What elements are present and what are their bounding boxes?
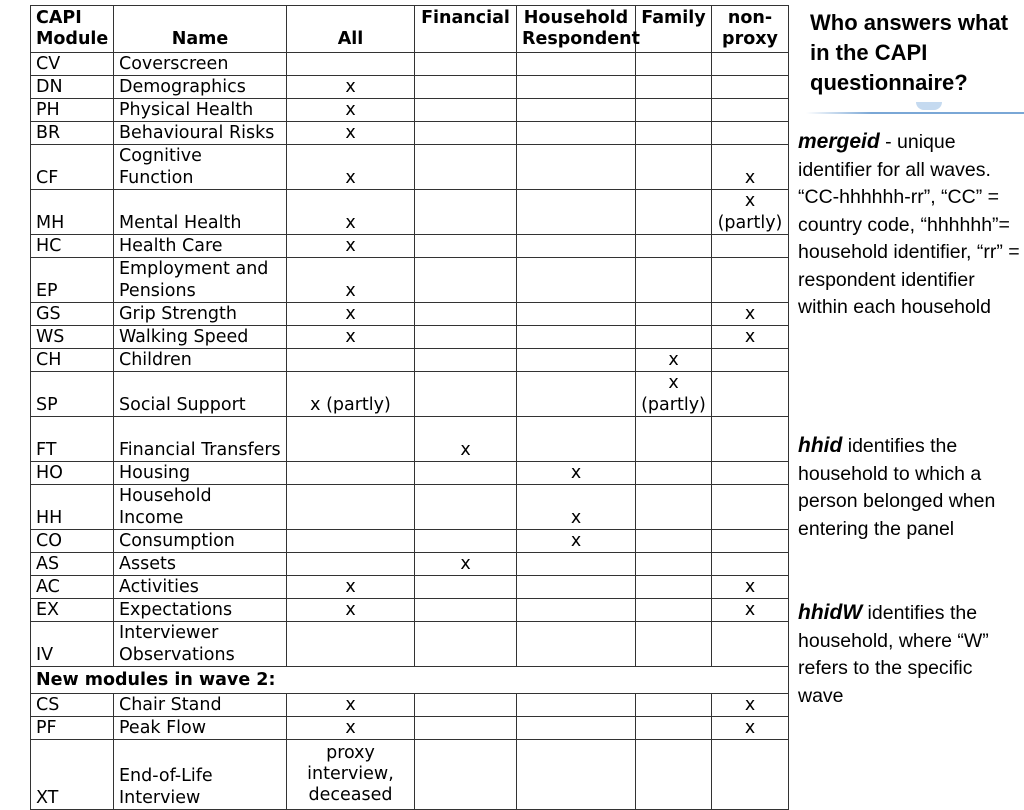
header-nonproxy: non-proxy xyxy=(712,6,789,53)
cell-household xyxy=(517,417,636,462)
cell-nonproxy xyxy=(712,258,789,303)
cell-all xyxy=(287,553,415,576)
cell-all xyxy=(287,485,415,530)
cell-all xyxy=(287,349,415,372)
note-text: identifies the household to which a person belonged when entering the panel xyxy=(798,435,996,540)
cell-household xyxy=(517,372,636,417)
cell-all xyxy=(287,462,415,485)
cell-family xyxy=(636,76,712,99)
cell-code: DN xyxy=(31,76,114,99)
cell-financial xyxy=(415,372,517,417)
cell-household xyxy=(517,576,636,599)
cell-household xyxy=(517,76,636,99)
cell-financial xyxy=(415,122,517,145)
cell-name: Children xyxy=(114,349,287,372)
cell-nonproxy xyxy=(712,76,789,99)
cell-all: x xyxy=(287,576,415,599)
cell-family xyxy=(636,553,712,576)
table-row xyxy=(31,190,789,235)
cell-financial xyxy=(415,576,517,599)
cell-name: Physical Health xyxy=(114,99,287,122)
cell-financial xyxy=(415,622,517,667)
cell-all: x xyxy=(287,694,415,717)
cell-nonproxy: x xyxy=(712,145,789,190)
cell-all: x xyxy=(287,190,415,235)
header-financial: Financial xyxy=(415,6,517,53)
table-row xyxy=(31,599,789,622)
section-row xyxy=(31,667,789,694)
cell-code: CO xyxy=(31,530,114,553)
table-row xyxy=(31,235,789,258)
cell-all: x xyxy=(287,717,415,740)
table-row xyxy=(31,622,789,667)
cell-financial xyxy=(415,326,517,349)
cell-family xyxy=(636,740,712,810)
wave2-section xyxy=(31,667,789,694)
cell-name: End-of-Life Interview xyxy=(114,740,287,810)
cell-code: SP xyxy=(31,372,114,417)
table-header-row xyxy=(31,6,789,53)
table-row xyxy=(31,485,789,530)
cell-all: x xyxy=(287,303,415,326)
cell-family: x (partly) xyxy=(636,372,712,417)
cell-nonproxy xyxy=(712,122,789,145)
cell-nonproxy xyxy=(712,417,789,462)
cell-nonproxy xyxy=(712,485,789,530)
cell-financial xyxy=(415,717,517,740)
cell-name: Expectations xyxy=(114,599,287,622)
cell-nonproxy: x xyxy=(712,303,789,326)
table-row xyxy=(31,99,789,122)
cell-code: GS xyxy=(31,303,114,326)
cell-nonproxy xyxy=(712,530,789,553)
cell-name: Mental Health xyxy=(114,190,287,235)
cell-household: x xyxy=(517,530,636,553)
cell-all: x xyxy=(287,235,415,258)
cell-all xyxy=(287,530,415,553)
cell-financial xyxy=(415,99,517,122)
cell-family: x xyxy=(636,349,712,372)
cell-household xyxy=(517,740,636,810)
table-row xyxy=(31,258,789,303)
cell-code: CS xyxy=(31,694,114,717)
note-hhidw xyxy=(798,599,1023,710)
modules-table-container xyxy=(30,5,790,810)
cell-financial xyxy=(415,740,517,810)
cell-all: x xyxy=(287,599,415,622)
cell-name: Walking Speed xyxy=(114,326,287,349)
table-body xyxy=(31,53,789,667)
heading-decoration xyxy=(916,102,942,110)
cell-family xyxy=(636,576,712,599)
cell-code: CH xyxy=(31,349,114,372)
note-text: identifies the household, where “W” refers to the specific wave xyxy=(798,602,989,707)
cell-financial xyxy=(415,258,517,303)
cell-family xyxy=(636,417,712,462)
cell-financial xyxy=(415,53,517,76)
wave2-table-body xyxy=(31,694,789,810)
cell-name: Demographics xyxy=(114,76,287,99)
cell-nonproxy xyxy=(712,53,789,76)
cell-family xyxy=(636,258,712,303)
note-term: mergeid xyxy=(798,130,880,153)
cell-code: IV xyxy=(31,622,114,667)
cell-household xyxy=(517,694,636,717)
cell-name: Social Support xyxy=(114,372,287,417)
cell-code: BR xyxy=(31,122,114,145)
cell-family xyxy=(636,99,712,122)
capi-modules-table xyxy=(30,5,789,810)
cell-nonproxy xyxy=(712,462,789,485)
panel-heading: Who answers what in the CAPI questionnaire? xyxy=(810,10,1009,95)
cell-code: HH xyxy=(31,485,114,530)
cell-name: Coverscreen xyxy=(114,53,287,76)
table-row xyxy=(31,145,789,190)
cell-nonproxy: x xyxy=(712,717,789,740)
cell-code: PH xyxy=(31,99,114,122)
cell-nonproxy xyxy=(712,622,789,667)
cell-household xyxy=(517,190,636,235)
cell-code: PF xyxy=(31,717,114,740)
cell-family xyxy=(636,235,712,258)
table-row xyxy=(31,553,789,576)
cell-family xyxy=(636,530,712,553)
cell-family xyxy=(636,462,712,485)
cell-nonproxy xyxy=(712,740,789,810)
header-all: All xyxy=(287,6,415,53)
cell-all: x xyxy=(287,99,415,122)
cell-household xyxy=(517,622,636,667)
cell-all: x xyxy=(287,76,415,99)
cell-family xyxy=(636,717,712,740)
cell-nonproxy xyxy=(712,349,789,372)
heading-divider xyxy=(806,112,1024,114)
cell-nonproxy xyxy=(712,99,789,122)
cell-family xyxy=(636,145,712,190)
cell-name: Employment and Pensions xyxy=(114,258,287,303)
cell-all: x xyxy=(287,122,415,145)
table-row xyxy=(31,530,789,553)
cell-name: Household Income xyxy=(114,485,287,530)
header-household: Household Respondent xyxy=(517,6,636,53)
cell-name: Peak Flow xyxy=(114,717,287,740)
header-name: Name xyxy=(114,6,287,53)
table-row xyxy=(31,576,789,599)
cell-name: Health Care xyxy=(114,235,287,258)
header-family: Family xyxy=(636,6,712,53)
cell-code: AS xyxy=(31,553,114,576)
note-hhid xyxy=(798,432,1023,543)
table-row xyxy=(31,717,789,740)
note-text: - unique identifier for all waves. “CC-hhhhhh-rr”, “CC” = country code, “hhhhhh”= household identifier, “rr” = respondent identifier within each household xyxy=(798,131,1020,318)
cell-nonproxy: x xyxy=(712,576,789,599)
table-row xyxy=(31,417,789,462)
table-row xyxy=(31,372,789,417)
cell-all xyxy=(287,622,415,667)
cell-name: Housing xyxy=(114,462,287,485)
cell-financial xyxy=(415,190,517,235)
cell-family xyxy=(636,190,712,235)
cell-financial xyxy=(415,235,517,258)
cell-nonproxy: x (partly) xyxy=(712,190,789,235)
cell-nonproxy: x xyxy=(712,599,789,622)
cell-financial xyxy=(415,303,517,326)
cell-financial xyxy=(415,76,517,99)
cell-financial xyxy=(415,145,517,190)
cell-family xyxy=(636,485,712,530)
cell-nonproxy: x xyxy=(712,326,789,349)
cell-household xyxy=(517,145,636,190)
cell-code: EX xyxy=(31,599,114,622)
cell-all xyxy=(287,417,415,462)
cell-family xyxy=(636,122,712,145)
cell-financial xyxy=(415,530,517,553)
cell-name: Interviewer Observations xyxy=(114,622,287,667)
table-row xyxy=(31,462,789,485)
cell-name: Behavioural Risks xyxy=(114,122,287,145)
cell-name: Activities xyxy=(114,576,287,599)
cell-financial xyxy=(415,485,517,530)
table-row xyxy=(31,76,789,99)
note-term: hhidW xyxy=(798,601,863,624)
cell-financial xyxy=(415,462,517,485)
cell-family xyxy=(636,326,712,349)
table-row xyxy=(31,349,789,372)
cell-all: x xyxy=(287,258,415,303)
cell-all: x xyxy=(287,145,415,190)
table-row xyxy=(31,740,789,810)
cell-code: HC xyxy=(31,235,114,258)
cell-financial xyxy=(415,599,517,622)
cell-code: MH xyxy=(31,190,114,235)
cell-code: HO xyxy=(31,462,114,485)
cell-financial xyxy=(415,349,517,372)
cell-financial: x xyxy=(415,417,517,462)
table-row xyxy=(31,694,789,717)
header-module: CAPI Module xyxy=(31,6,114,53)
cell-all: x xyxy=(287,326,415,349)
table-row xyxy=(31,122,789,145)
cell-code: CF xyxy=(31,145,114,190)
cell-household xyxy=(517,717,636,740)
cell-family xyxy=(636,303,712,326)
explanation-panel xyxy=(796,0,1024,768)
cell-household: x xyxy=(517,485,636,530)
cell-family xyxy=(636,622,712,667)
note-mergeid xyxy=(798,128,1023,322)
cell-household xyxy=(517,326,636,349)
cell-household xyxy=(517,303,636,326)
table-row xyxy=(31,303,789,326)
table-row xyxy=(31,53,789,76)
cell-all: proxy interview, deceased xyxy=(287,740,415,810)
section-label: New modules in wave 2: xyxy=(31,667,789,694)
cell-household xyxy=(517,258,636,303)
cell-financial: x xyxy=(415,553,517,576)
cell-household xyxy=(517,235,636,258)
cell-all xyxy=(287,53,415,76)
cell-family xyxy=(636,694,712,717)
cell-household xyxy=(517,599,636,622)
cell-name: Cognitive Function xyxy=(114,145,287,190)
cell-name: Assets xyxy=(114,553,287,576)
note-term: hhid xyxy=(798,434,843,457)
cell-household xyxy=(517,349,636,372)
cell-code: FT xyxy=(31,417,114,462)
cell-household xyxy=(517,99,636,122)
cell-household xyxy=(517,553,636,576)
cell-all: x (partly) xyxy=(287,372,415,417)
cell-household xyxy=(517,122,636,145)
cell-nonproxy xyxy=(712,235,789,258)
cell-code: AC xyxy=(31,576,114,599)
cell-code: EP xyxy=(31,258,114,303)
cell-name: Grip Strength xyxy=(114,303,287,326)
cell-family xyxy=(636,599,712,622)
table-row xyxy=(31,326,789,349)
cell-code: CV xyxy=(31,53,114,76)
cell-name: Financial Transfers xyxy=(114,417,287,462)
cell-name: Consumption xyxy=(114,530,287,553)
cell-nonproxy: x xyxy=(712,694,789,717)
cell-name: Chair Stand xyxy=(114,694,287,717)
cell-code: XT xyxy=(31,740,114,810)
cell-nonproxy xyxy=(712,553,789,576)
cell-nonproxy xyxy=(712,372,789,417)
cell-household xyxy=(517,53,636,76)
cell-financial xyxy=(415,694,517,717)
cell-code: WS xyxy=(31,326,114,349)
cell-family xyxy=(636,53,712,76)
cell-household: x xyxy=(517,462,636,485)
